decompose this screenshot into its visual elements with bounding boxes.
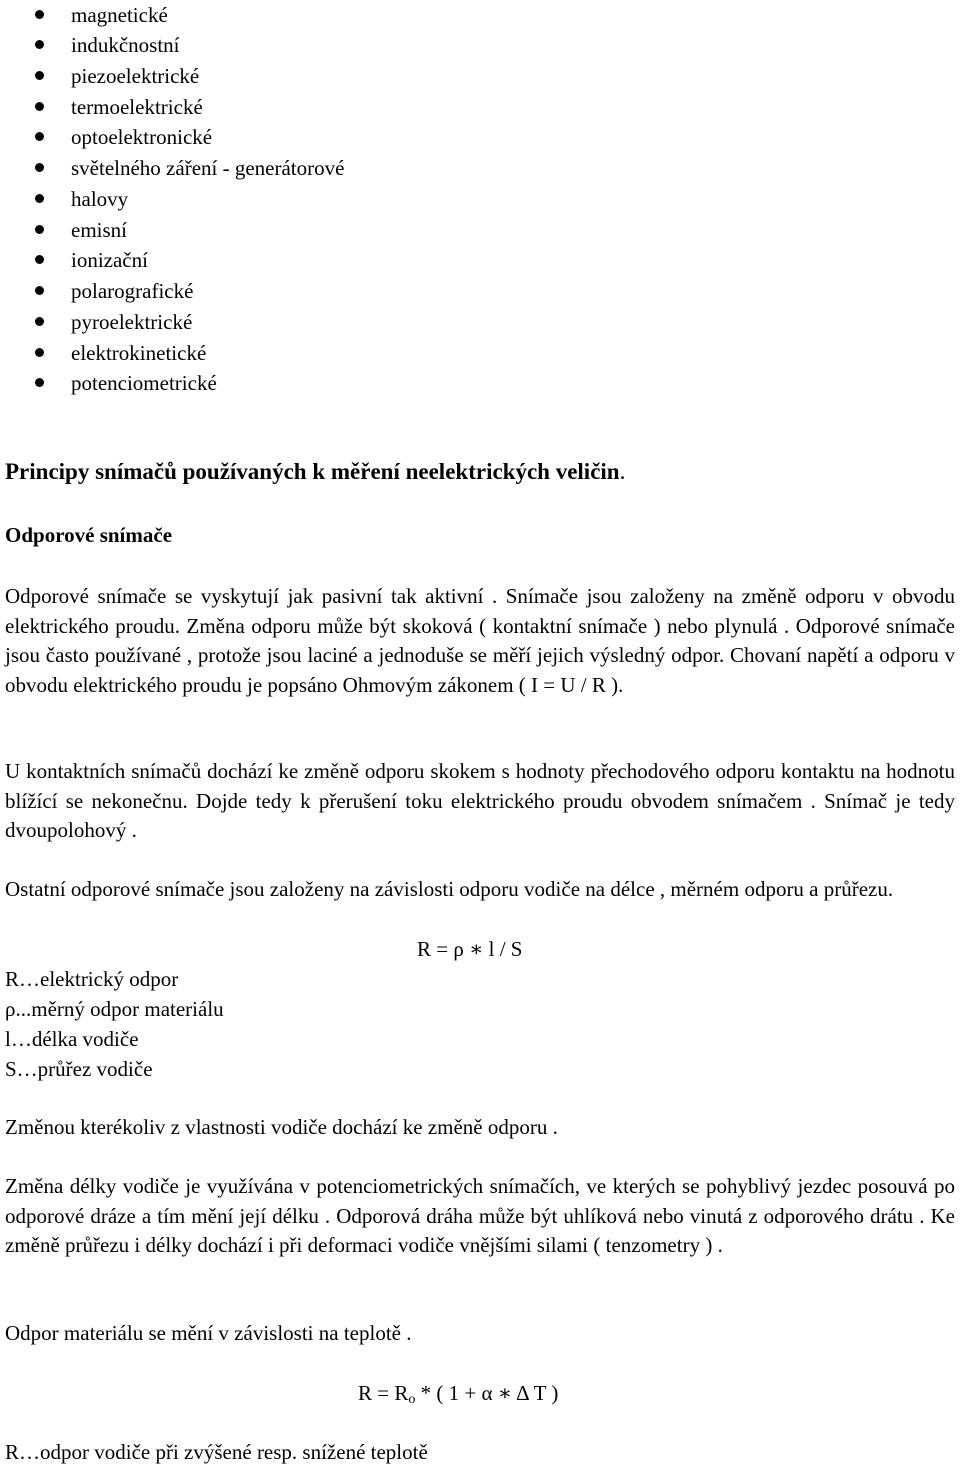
paragraph-change: Změnou kterékoliv z vlastnosti vodiče dochází ke změně odporu . — [5, 1115, 558, 1139]
paragraph-intro: Odporové snímače se vyskytují jak pasivní tak aktivní . Snímače jsou založeny na změně odporu v obvodu elektrického proudu. Změna odporu může být skoková ( kontaktní snímače ) nebo plynulá . Odporové snímače jsou často používané , protože jsou laciné a jednoduše se měří jejich výsledný odpor. Chovaní napětí a odporu v obvodu elektrického proudu je popsáno Ohmovým zákonem ( I = U / R ). — [5, 584, 955, 697]
definition-l: l…délka vodiče — [5, 1027, 139, 1051]
bullet-icon — [35, 348, 44, 357]
bullet-icon — [35, 163, 44, 172]
bullet-icon — [35, 10, 44, 19]
bullet-icon — [35, 378, 44, 387]
definition-rho: ρ...měrný odpor materiálu — [5, 997, 224, 1021]
bullet-icon — [35, 194, 44, 203]
bullet-icon — [35, 255, 44, 264]
bullet-icon — [35, 317, 44, 326]
document-page: magnetické indukčnostní piezoelektrické termoelektrické optoelektronické světelného záření - generátorové halovy emisní ionizační polarografické pyroelektrické elektrokinetické potenciometrické Principy snímačů používaných k měření neelektrických veličin. Odporové snímače Odporové snímače se vyskytují jak pasivní tak aktivní . Snímače jsou založeny na změně odporu v obvodu elektrického proudu. Změna odporu může být skoková ( kontaktní snímače ) nebo plynulá . Odporové snímače jsou často používané , protože jsou laciné a jednoduše se měří jejich výsledný odpor. Chovaní napětí a odporu v obvodu elektrického proudu je popsáno Ohmovým zákonem ( I = U / R ). U kontaktních snímačů dochází ke změně odporu skokem s hodnoty přechodového odporu kontaktu na hodnotu blížící se nekonečnu. Dojde tedy k přerušení toku elektrického proudu obvodem snímačem . Snímač je tedy dvoupolohový . Ostatní odporové snímače jsou založeny na závislosti odporu vodiče na délce , měrném odporu a průřezu. R = ρ ∗ l / S R…elektrický odpor ρ...měrný odpor materiálu l…délka vodiče S…průřez vodiče Změnou kterékoliv z vlastnosti vodiče dochází ke změně odporu . Změna délky vodiče je využívána v potenciometrických snímačích, ve kterých se pohyblivý jezdec posouvá po odporové dráze a tím mění její délku . Odporová dráha může být uhlíková nebo vinutá z odporového drátu . Ke změně průřezu i délky dochází i při deformaci vodiče vnějšími silami ( tenzometry ) . Odpor materiálu se mění v závislosti na teplotě . $R = R_o$ * ( 1 + α ∗ Δ T ) R…odpor vodiče při zvýšené resp. snížené teplotě — [0, 0, 960, 1468]
formula-resistance: R = ρ ∗ l / S — [417, 937, 523, 961]
definition-s: S…průřez vodiče — [5, 1057, 153, 1081]
bullet-icon — [35, 132, 44, 141]
bullet-icon — [35, 225, 44, 234]
bullet-icon — [35, 71, 44, 80]
paragraph-temperature: Odpor materiálu se mění v závislosti na teplotě . — [5, 1321, 412, 1345]
paragraph-contact-sensors: U kontaktních snímačů dochází ke změně odporu skokem s hodnoty přechodového odporu kontaktu na hodnotu blížící se nekonečnu. Dojde tedy k přerušení toku elektrického proudu obvodem snímačem . Snímač je tedy dvoupolohový . — [5, 759, 955, 842]
paragraph-other-sensors: Ostatní odporové snímače jsou založeny na závislosti odporu vodiče na délce , měrném odporu a průřezu. — [5, 877, 894, 901]
formula-temperature: $R = R_o$ * ( 1 + α ∗ Δ T ) — [358, 1381, 559, 1407]
bullet-icon — [35, 40, 44, 49]
section-heading: Principy snímačů používaných k měření neelektrických veličin. — [5, 459, 626, 484]
bullet-icon — [35, 286, 44, 295]
bullet-icon — [35, 102, 44, 111]
definition-r: R…elektrický odpor — [5, 967, 179, 991]
subsection-heading: Odporové snímače — [5, 523, 173, 547]
definition-r-temperature: R…odpor vodiče při zvýšené resp. snížené teplotě — [5, 1440, 428, 1464]
paragraph-potentiometric: Změna délky vodiče je využívána v potenciometrických snímačích, ve kterých se pohyblivý jezdec posouvá po odporové dráze a tím mění její délku . Odporová dráha může být uhlíková nebo vinutá z odporového drátu . Ke změně průřezu i délky dochází i při deformaci vodiče vnějšími silami ( tenzometry ) . — [5, 1174, 955, 1257]
